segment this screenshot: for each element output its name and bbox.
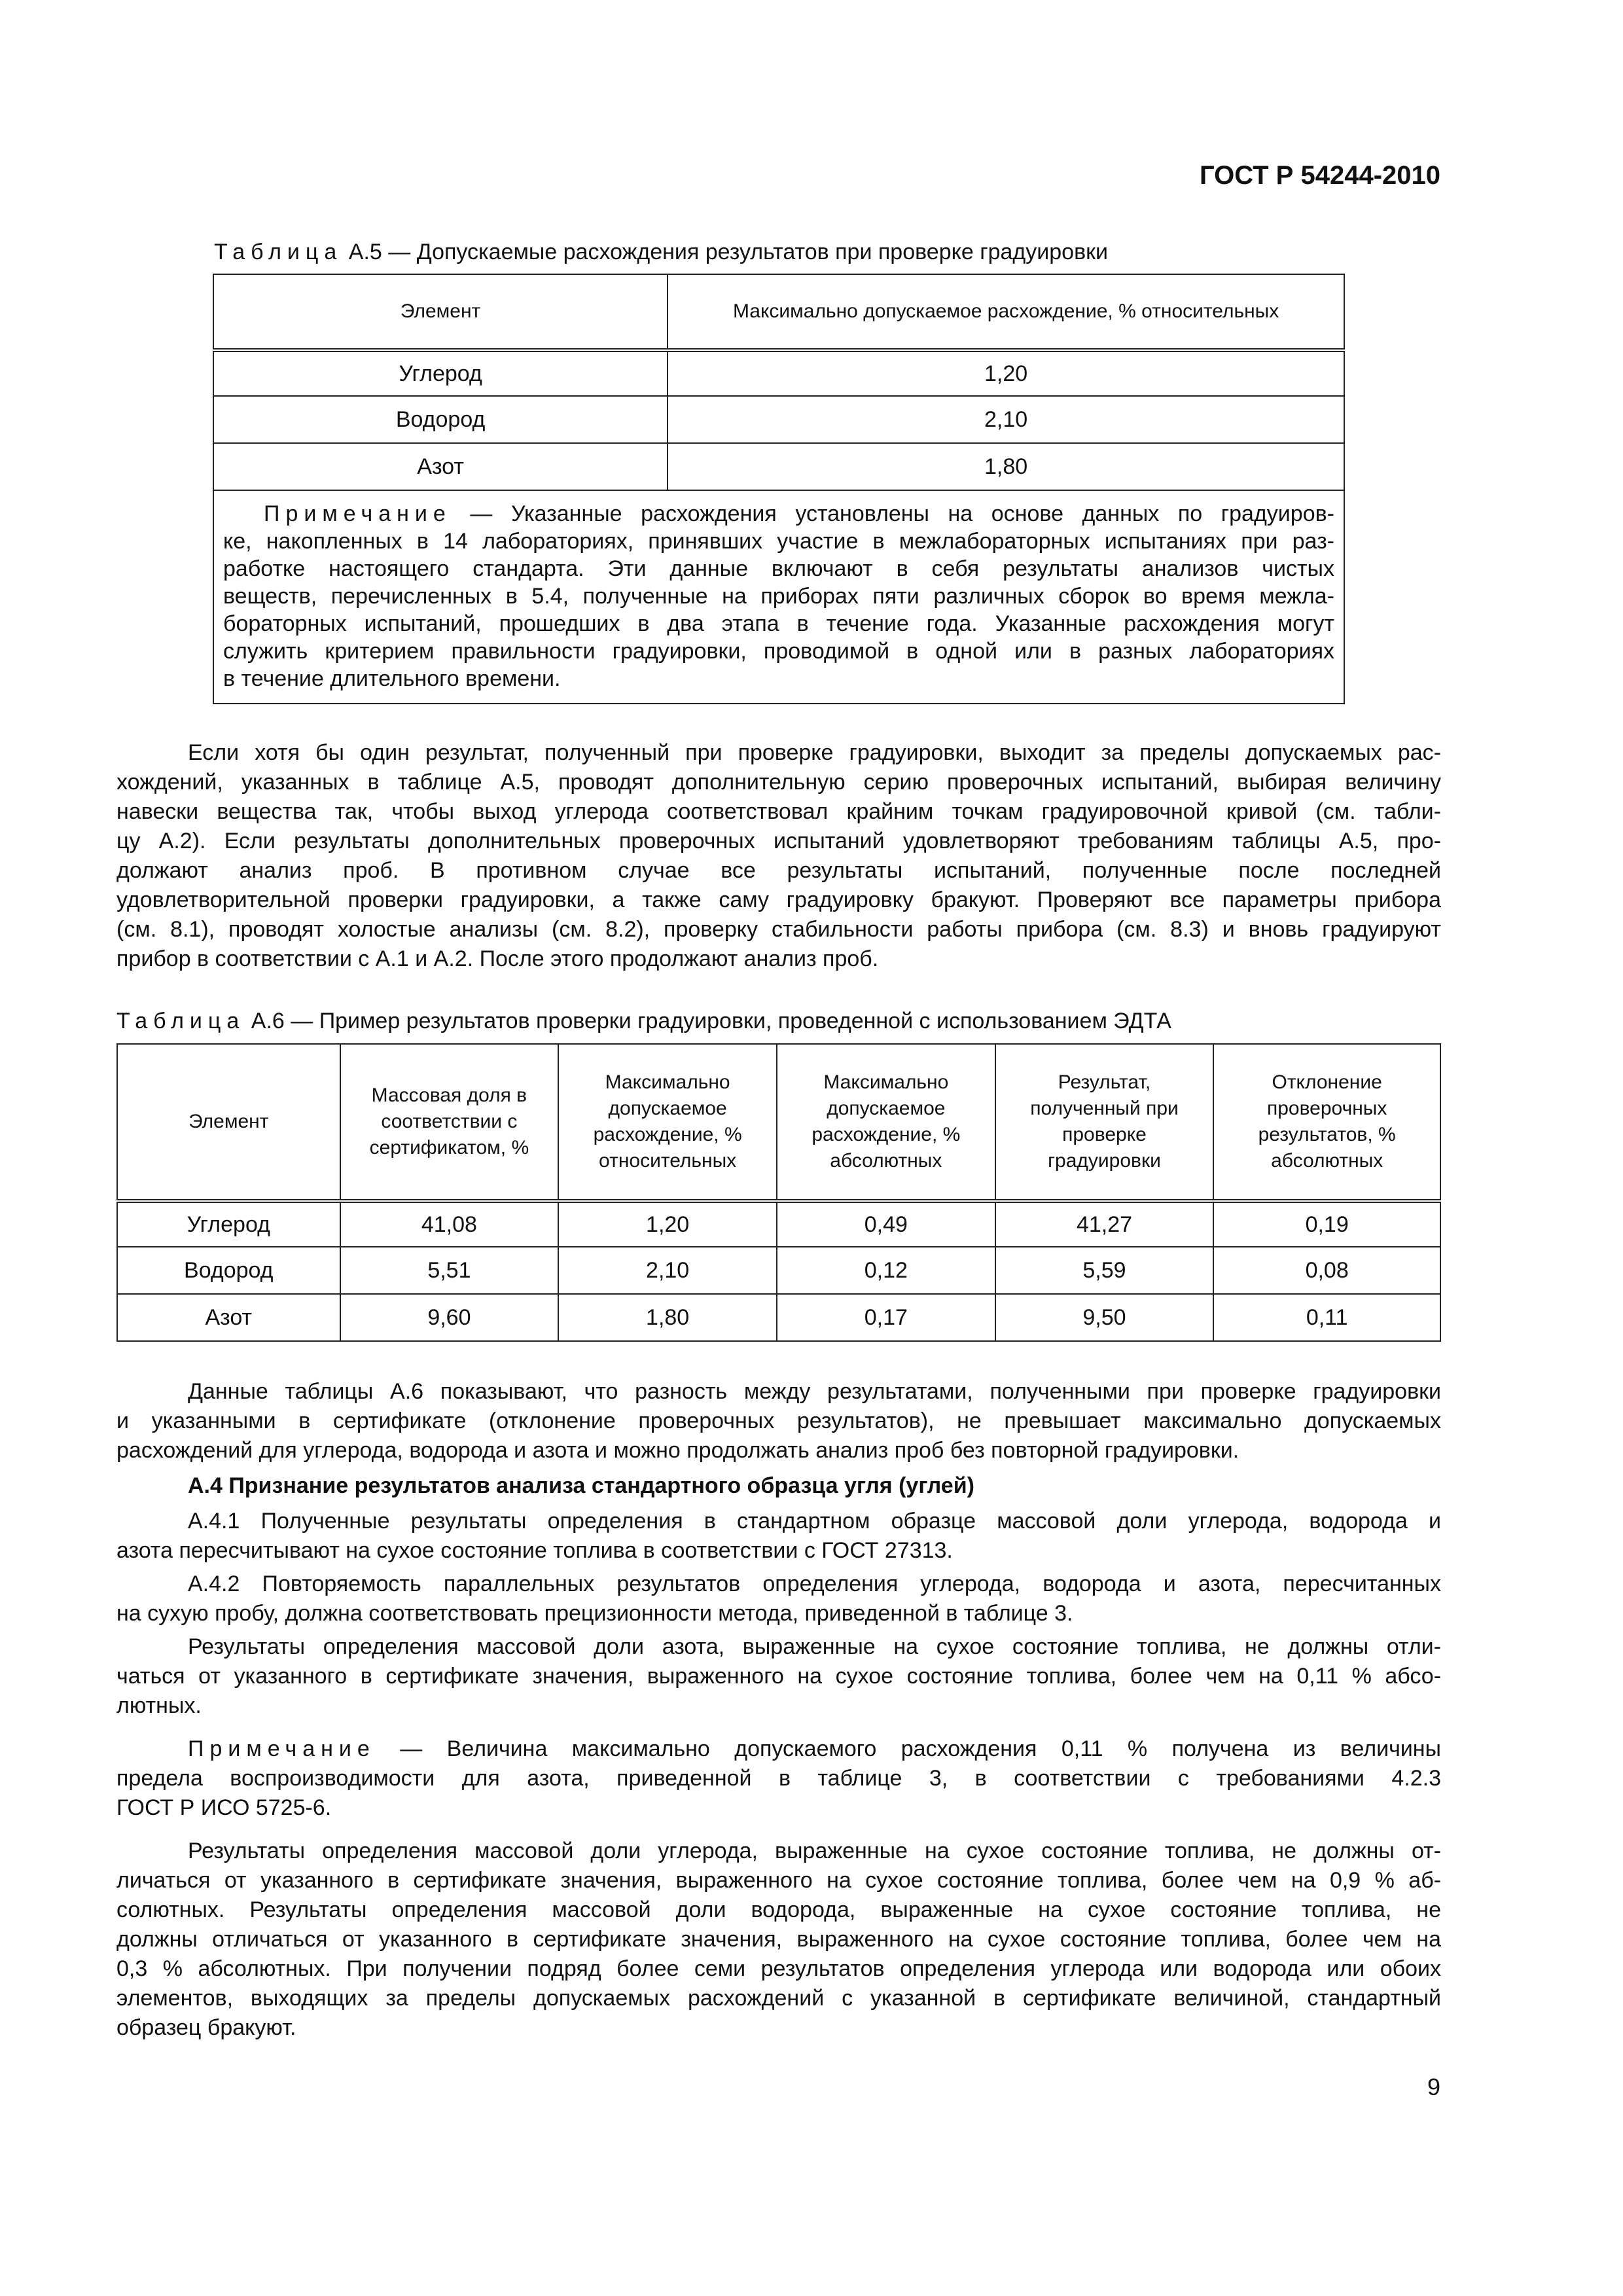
text-line — [188, 1734, 1441, 1763]
table-a6-caption-label: Таблица — [116, 1009, 245, 1033]
note-text: — Величина максимально допускаемого расхождения 0,11 % получена из величины — [400, 1736, 1441, 1761]
header-text: проверочных — [1266, 1098, 1387, 1119]
header-text: Массовая доля в — [371, 1085, 527, 1106]
header-text: соответствии с — [381, 1111, 518, 1132]
table-cell: 41,08 — [340, 1201, 559, 1247]
text-line: А.4.2 Повторяемость параллельных результатов определения углерода, водорода и азота, пересчитанных — [188, 1571, 1441, 1596]
table-a5-caption-title: А.5 — Допускаемые расхождения результатов при проверке градуировки — [348, 240, 1109, 264]
text-line: лютных. — [116, 1693, 202, 1718]
table-cell: 0,19 — [1213, 1201, 1440, 1247]
table-a6-caption-title: А.6 — Пример результатов проверки градуировки, проведенной с использованием ЭДТА — [251, 1009, 1171, 1033]
table-row — [117, 1294, 1440, 1341]
table-row — [117, 1247, 1440, 1294]
table-cell: Углерод — [213, 350, 668, 396]
table-cell: 0,11 — [1213, 1294, 1440, 1341]
standard-code: ГОСТ Р 54244-2010 — [1199, 161, 1440, 190]
note-label: Примечание — [264, 501, 452, 526]
header-text: абсолютных — [1271, 1150, 1383, 1172]
note-text: — Указанные расхождения установлены на основе данных по градуиров- — [470, 501, 1335, 526]
table-cell: 5,51 — [340, 1247, 559, 1294]
table-row — [117, 1201, 1440, 1247]
header-text: допускаемое — [827, 1098, 946, 1119]
table-cell: 1,80 — [668, 443, 1344, 490]
table-a6-header-cell — [340, 1044, 559, 1201]
table-cell: 2,10 — [668, 396, 1344, 443]
header-text: Максимально — [823, 1071, 949, 1093]
text-line: элементов, выходящих за пределы допускаемых расхождений с указанной в сертификате величиной, стандартный — [116, 1986, 1441, 2011]
text-line: хождений, указанных в таблице А.5, проводят дополнительную серию проверочных испытаний, выбирая величину — [116, 770, 1441, 795]
text-line: (см. 8.1), проводят холостые анализы (см. 8.2), проверку стабильности работы прибора (см. 8.3) и вновь градуируют — [116, 917, 1441, 942]
text-line: А.4.1 Полученные результаты определения в стандартном образце массовой доли углерода, водорода и — [188, 1509, 1441, 1534]
header-text: градуировки — [1048, 1150, 1161, 1172]
note-line: бораторных испытаний, прошедших в два этапа в течение года. Указанные расхождения могут — [223, 611, 1334, 636]
table-cell: 9,50 — [995, 1294, 1214, 1341]
header-text: Элемент — [188, 1111, 269, 1132]
table-cell: Водород — [117, 1247, 340, 1294]
text-line: расхождений для углерода, водорода и азота и можно продолжать анализ проб без повторной градуировки. — [116, 1438, 1240, 1463]
text-line: навески вещества так, чтобы выход углерода соответствовал крайним точкам градуировочной кривой (см. табли- — [116, 799, 1441, 824]
header-text: результатов, % — [1258, 1124, 1396, 1145]
table-cell: Водород — [213, 396, 668, 443]
text-line: азота пересчитывают на сухое состояние топлива в соответствии с ГОСТ 27313. — [116, 1538, 953, 1563]
note-line: в течение длительного времени. — [223, 666, 561, 691]
header-text: абсолютных — [830, 1150, 942, 1172]
text-line: ГОСТ Р ИСО 5725-6. — [116, 1795, 332, 1820]
table-cell: 1,20 — [558, 1201, 777, 1247]
header-text: Максимально — [605, 1071, 730, 1093]
header-text: сертификатом, % — [369, 1137, 529, 1158]
text-line: образец бракуют. — [116, 2015, 296, 2040]
header-text: расхождение, % — [812, 1124, 961, 1145]
table-cell: 9,60 — [340, 1294, 559, 1341]
table-cell: 2,10 — [558, 1247, 777, 1294]
table-a5-header-cell: Максимально допускаемое расхождение, % относительных — [668, 274, 1344, 350]
table-a6-header-cell — [558, 1044, 777, 1201]
table-a6 — [116, 1043, 1441, 1342]
text-line: прибор в соответствии с А.1 и А.2. После этого продолжают анализ проб. — [116, 946, 879, 971]
text-line: цу А.2). Если результаты дополнительных проверочных испытаний удовлетворяют требованиям таблицы А.5, про- — [116, 829, 1441, 853]
table-a6-header-cell — [995, 1044, 1214, 1201]
page-number: 9 — [1427, 2073, 1440, 2100]
table-cell: Азот — [117, 1294, 340, 1341]
note-line: ке, накопленных в 14 лабораториях, принявших участие в межлабораторных испытаниях при раз- — [223, 529, 1334, 554]
note-label: Примечание — [188, 1736, 376, 1761]
table-cell: 1,20 — [668, 350, 1344, 396]
header-text: Отклонение — [1272, 1071, 1382, 1093]
text-line: личаться от указанного в сертификате значения, выраженного на сухое состояние топлива, более чем на 0,9 % аб- — [116, 1868, 1441, 1893]
header-text: расхождение, % — [593, 1124, 742, 1145]
table-cell: 0,12 — [777, 1247, 995, 1294]
table-a6-header-cell — [1213, 1044, 1440, 1201]
table-cell: 0,17 — [777, 1294, 995, 1341]
text-line: чаться от указанного в сертификате значения, выраженного на сухое состояние топлива, более чем на 0,11 % абсо- — [116, 1664, 1441, 1689]
text-line: солютных. Результаты определения массовой доли водорода, выраженные на сухое состояние топлива, не — [116, 1897, 1441, 1922]
table-cell: 0,08 — [1213, 1247, 1440, 1294]
table-cell: 41,27 — [995, 1201, 1214, 1247]
header-text: полученный при — [1030, 1098, 1179, 1119]
header-text: Результат, — [1058, 1071, 1151, 1093]
table-cell: Азот — [213, 443, 668, 490]
text-line: Данные таблицы А.6 показывают, что разность между результатами, полученными при проверке градуировки — [188, 1379, 1441, 1404]
note-line: служить критерием правильности градуировки, проводимой в одной или в разных лабораториях — [223, 639, 1334, 664]
table-a5-caption-label: Таблица — [214, 240, 343, 264]
table-row — [213, 396, 1344, 443]
table-a6-caption — [116, 1009, 1171, 1034]
header-text: проверке — [1062, 1124, 1147, 1145]
table-cell: 0,49 — [777, 1201, 995, 1247]
section-heading: А.4 Признание результатов анализа стандартного образца угля (углей) — [188, 1473, 974, 1498]
table-a5-note — [213, 490, 1344, 704]
table-a5 — [213, 274, 1345, 704]
header-text: допускаемое — [608, 1098, 727, 1119]
text-line: удовлетворительной проверки градуировки, а также саму градуировку бракуют. Проверяют все параметры прибора — [116, 888, 1441, 912]
text-line: 0,3 % абсолютных. При получении подряд более семи результатов определения углерода или водорода или обоих — [116, 1956, 1441, 1981]
text-line: Если хотя бы один результат, полученный при проверке градуировки, выходит за пределы допускаемых рас- — [188, 740, 1441, 765]
table-cell: 5,59 — [995, 1247, 1214, 1294]
text-line: должны отличаться от указанного в сертификате значения, выраженного на сухое состояние топлива, более чем на — [116, 1927, 1441, 1952]
table-row — [213, 350, 1344, 396]
table-row — [213, 443, 1344, 490]
text-line: предела воспроизводимости для азота, приведенной в таблице 3, в соответствии с требованиями 4.2.3 — [116, 1766, 1441, 1791]
note-line — [223, 500, 1334, 528]
text-line: Результаты определения массовой доли азота, выраженные на сухое состояние топлива, не должны отли- — [188, 1634, 1441, 1659]
note-line: веществ, перечисленных в 5.4, полученные на приборах пяти различных сборок во время межла- — [223, 584, 1334, 609]
text-line: и указанными в сертификате (отклонение проверочных результатов), не превышает максимально допускаемых — [116, 1408, 1441, 1433]
table-a5-header-cell: Элемент — [213, 274, 668, 350]
table-cell: Углерод — [117, 1201, 340, 1247]
text-line: на сухую пробу, должна соответствовать прецизионности метода, приведенной в таблице 3. — [116, 1601, 1073, 1626]
header-text: относительных — [599, 1150, 737, 1172]
table-a6-header-cell — [777, 1044, 995, 1201]
text-line: Результаты определения массовой доли углерода, выраженные на сухое состояние топлива, не должны от- — [188, 1839, 1441, 1863]
note-line: работке настоящего стандарта. Эти данные включают в себя результаты анализов чистых — [223, 556, 1334, 581]
table-cell: 1,80 — [558, 1294, 777, 1341]
table-a6-header-cell — [117, 1044, 340, 1201]
text-line: должают анализ проб. В противном случае все результаты испытаний, полученные после последней — [116, 858, 1441, 883]
table-a5-caption — [214, 240, 1108, 265]
